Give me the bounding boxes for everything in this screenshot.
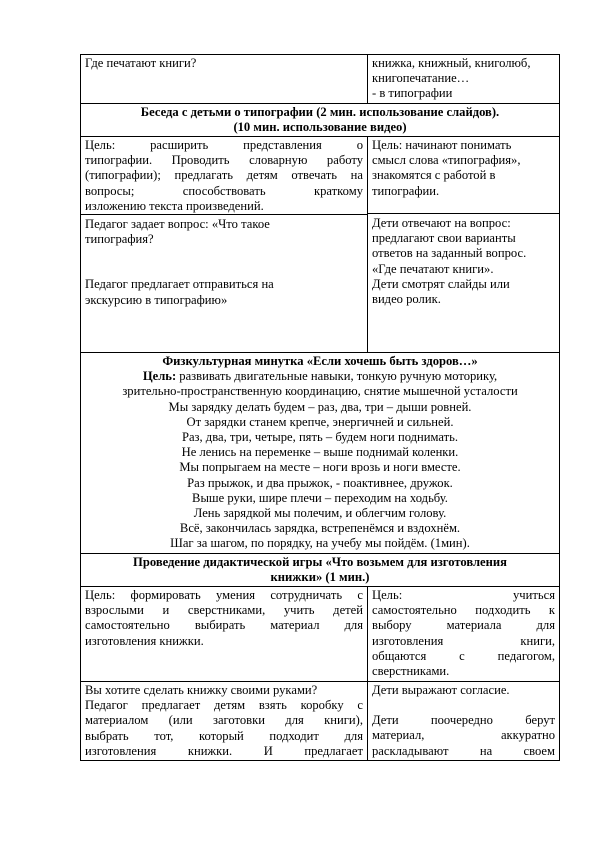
lesson-plan-table [80,54,560,761]
children-actions [368,213,559,352]
answer-line: книгопечатание… [372,71,470,86]
teacher-goal-cell [81,587,368,682]
goal-line: общаются с педагогом, [372,648,555,663]
question-text: Где печатают книги? [85,56,197,70]
goal-line: выбору материала для [372,618,555,633]
answer-line: - в типографии [372,86,453,101]
teacher-offer: Педагог предлагает отправиться на [85,277,274,292]
teacher-actions [81,214,367,342]
answer-line: книжка, книжный, книголюб, [372,56,531,70]
poem-line: Шаг за шагом, по порядку, на учебу мы пойдём. (1мин). [170,536,470,551]
section-fizkult [81,353,560,554]
goal-line: Цель: расширить представления о [85,138,363,153]
poem-line: Выше руки, шире плечи – переходим на ходьбу. [192,490,448,505]
goal-text: развивать двигательные навыки, тонкую ручную моторику, [176,369,498,384]
answer-cell [368,55,560,104]
poem-line: Мы попрыгаем на месте – ноги врозь и ноги вместе. [179,460,461,475]
goal-line: изготовления книжки. [85,633,204,648]
children-answer: предлагают свои варианты [372,231,516,246]
goal-line: самостоятельно подходить к [372,603,555,618]
children-goal-cell [368,137,560,353]
goal-line: знакомятся с работой в [372,168,496,183]
fizkult-goal-line2: зрительно-пространственную координацию, снятие мышечной усталости [122,384,518,399]
poem-line: Всё, закончилась зарядка, встрепенёмся и вздохнём. [179,521,461,536]
table-row [81,587,560,682]
section-heading-beseda [81,103,560,136]
goal-line: типографии. [372,183,440,198]
poem-line: Раз, два, три, четыре, пять – будем ноги поднимать. [181,430,459,445]
table-row [81,103,560,136]
children-answer: Дети смотрят слайды или [372,276,510,291]
section-title: Физкультурная минутка «Если хочешь быть здоров…» [162,354,478,369]
table-row [81,553,560,586]
goal-line: изготовления книги, [372,633,555,648]
children-answer: ответов на заданный вопрос. [372,246,527,261]
goal-line: самостоятельно выбирать материал для [85,618,363,633]
children-text: Дети поочередно берут [372,713,555,728]
goal-line: сверстниками. [372,664,450,679]
teacher-text: Вы хотите сделать книжку своими руками? [85,683,318,698]
fizkult-goal [85,369,555,384]
section-subtitle: (10 мин. использование видео) [233,119,407,134]
teacher-actions-cell [81,682,368,761]
teacher-text: Педагог предлагает детям взять коробку с [85,698,363,713]
section-title: Беседа с детьми о типографии (2 мин. использование слайдов). [140,104,500,119]
poem-line: Лень зарядкой мы полечим, и облегчим голову. [193,506,447,521]
teacher-text: материалом (или заготовки для книги), [85,713,363,728]
document-page [80,54,555,761]
children-text: материал, аккуратно [372,728,555,743]
section-game [81,553,560,586]
teacher-question: Педагог задает вопрос: «Что такое [85,217,270,232]
poem-line: Мы зарядку делать будем – раз, два, три – дыши ровней. [168,399,472,414]
teacher-text: выбрать тот, который подходит для [85,728,363,743]
goal-line: Цель: формировать умения сотрудничать с [85,588,363,603]
table-row [81,55,560,104]
children-goal-cell [368,587,560,682]
table-row [81,353,560,554]
goal-line: вопросы; способствовать краткому [85,183,363,198]
goal-line: Цель: начинают понимать [372,138,512,153]
teacher-offer: экскурсию в типографию» [85,292,228,307]
children-text: раскладывают на своем [372,743,555,758]
children-answer: «Где печатают книги». [372,261,494,276]
goal-line: Цель: учиться [372,588,555,603]
children-answer: Дети отвечают на вопрос: [372,216,511,231]
teacher-question: типография? [85,232,154,247]
teacher-goal-cell [81,137,368,353]
section-title: Проведение дидактической игры «Что возьмем для изготовления [133,554,507,569]
goal-line: смысл слова «типография», [372,153,521,168]
children-text: Дети выражают согласие. [372,683,510,698]
question-cell [81,55,368,104]
children-actions-cell [368,682,560,761]
section-subtitle: книжки» (1 мин.) [270,569,370,584]
poem-line: Не ленись на переменке – выше поднимай коленки. [181,445,459,460]
goal-line: типографии. Проводить словарную работу [85,153,363,168]
table-row [81,682,560,761]
poem-line: От зарядки станем крепче, энергичней и сильней. [186,414,454,429]
goal-line: (типографии); предлагать детям отвечать на [85,168,363,183]
table-row [81,137,560,353]
goal-line: взрослыми и сверстниками, учить детей [85,603,363,618]
goal-line: изложению текста произведений. [85,198,264,213]
goal-label: Цель: [142,369,177,384]
children-answer: видео ролик. [372,292,441,307]
poem-line: Раз прыжок, и два прыжок, - поактивнее, дружок. [187,475,453,490]
teacher-text: изготовления книжки. И предлагает [85,743,363,758]
